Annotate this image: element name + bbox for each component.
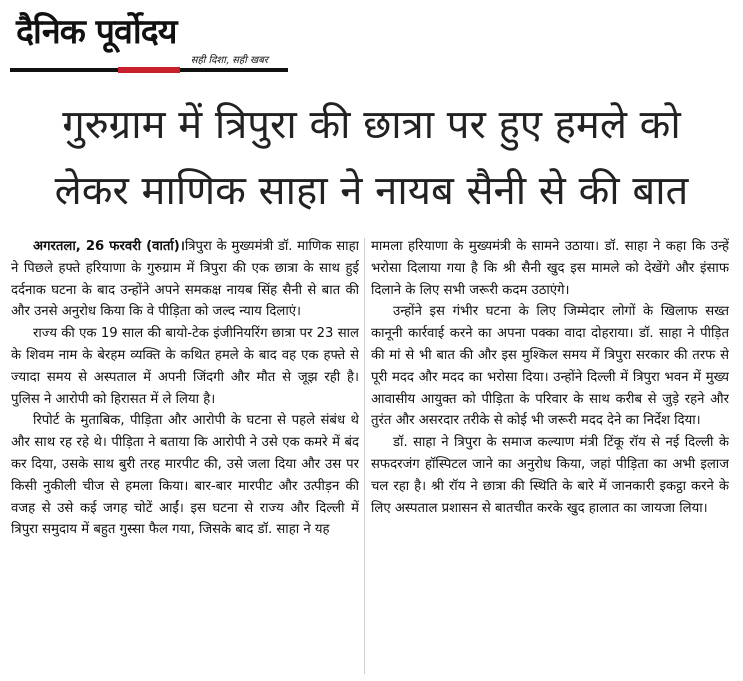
- article-paragraph-2: राज्य की एक 19 साल की बायो-टेक इंजीनियरिंग छात्रा पर 23 साल के शिवम नाम के बेरहम व्यक्ति के कथित हमले के बाद वह एक हफ्ते से ज्यादा समय से अस्पताल में अपनी जिंदगी और मौत से जूझ रही है। पुलिस ने आरोपी को हिरासत में ले लिया है।: [11, 326, 359, 407]
- article-paragraph-4: उन्होंने इस गंभीर घटना के लिए जिम्मेदार लोगों के खिलाफ सख्त कानूनी कार्रवाई करने का अपना पक्का वादा दोहराया। डॉ. साहा ने पीड़ित की मां से भी बात की और इस मुश्किल समय में त्रिपुरा सरकार की तरफ से पूरी मदद और मदद का भरोसा दिया। उन्होंने दिल्ली में त्रिपुरा भवन में मुख्य आवासीय आयुक्त को पीड़िता के परिवार के साथ करीब से जुड़े रहने और तुरंत और असरदार तरीके से कोई भी जरूरी मदद देने का निर्देश दिया।: [371, 304, 729, 429]
- article-paragraph-3: रिपोर्ट के मुताबिक, पीड़िता और आरोपी के घटना से पहले संबंध थे और साथ रह रहे थे। पीड़िता ने बताया कि आरोपी ने उसे एक कमरे में बंद कर दिया, उसके साथ बुरी तरह मारपीट की, उसे जला दिया और उस पर किसी नुकीली चीज से हमला किया। बार-बार मारपीट और उत्पीड़न की वजह से उसे कई जगह चोटें आईं। इस घटना से राज्य और दिल्ली में त्रिपुरा समुदाय में बहुत गुस्सा फैल गया, जिसके बाद डॉ. साहा ने यह: [11, 413, 359, 538]
- article-paragraph-5: डॉ. साहा ने त्रिपुरा के समाज कल्याण मंत्री टिंकू रॉय से नई दिल्ली के सफदरजंग हॉस्पिटल जाने का अनुरोध किया, जहां पीड़िता का अभी इलाज चल रहा है। श्री रॉय ने छात्रा की स्थिति के बारे में जानकारी इकट्ठा करने के लिए अस्पताल प्रशासन से बातचीत करके खुद हालात का जायजा लिया।: [371, 435, 729, 516]
- headline-line-1: गुरुग्राम में त्रिपुरा की छात्रा पर हुए हमले को: [62, 102, 681, 148]
- newspaper-logo: दैनिक पूर्वोदय: [16, 12, 177, 52]
- article-column-left: [11, 236, 359, 676]
- masthead-accent-mark: [118, 67, 180, 73]
- masthead: [10, 6, 288, 74]
- article-dateline: अगरतला, 26 फरवरी (वार्ता)।: [33, 239, 185, 254]
- article-paragraph-3-continued: मामला हरियाणा के मुख्यमंत्री के सामने उठाया। डॉ. साहा ने कहा कि उन्हें भरोसा दिलाया गया है कि श्री सैनी खुद इस मामले को देखेंगे और इंसाफ दिलाने के लिए सभी जरूरी कदम उठाएंगे।: [371, 239, 729, 298]
- article-column-right: [371, 236, 729, 676]
- newspaper-tagline: सही दिशा, सही खबर: [190, 55, 268, 66]
- paragraph-1-body: त्रिपुरा के मुख्यमंत्री डॉ. माणिक साहा ने पिछले हफ्ते हरियाणा के गुरुग्राम में त्रिपुरा की एक छात्रा के साथ हुई दर्दनाक घटना के बाद उन्होंने अपने समकक्ष नायब सिंह सैनी से बात की और उनसे अनुरोध किया कि वे पीड़िता को जल्द न्याय दिलाएं।: [11, 239, 359, 320]
- column-divider: [364, 238, 365, 674]
- headline-line-2: लेकर माणिक साहा ने नायब सैनी से की बात: [54, 168, 689, 214]
- article-headline: [10, 92, 733, 224]
- article-paragraph-1: [11, 236, 359, 323]
